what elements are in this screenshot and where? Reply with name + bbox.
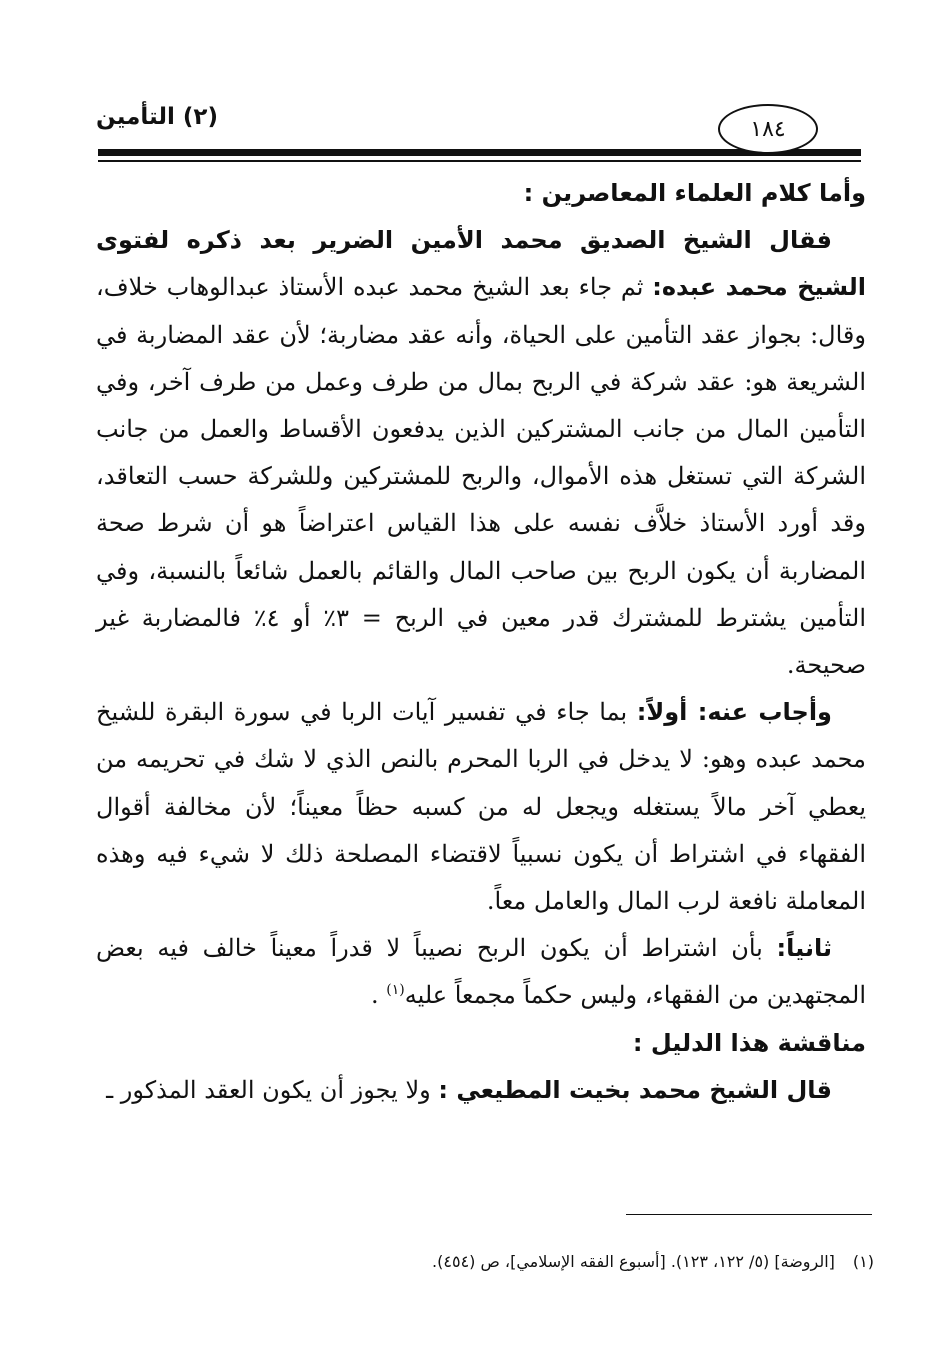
footnote-reference[interactable]: (١) <box>386 982 405 999</box>
section-heading-contemporary-scholars <box>96 170 866 217</box>
footnote-number: (١) <box>852 1252 874 1271</box>
heading-text: وأما كلام العلماء المعاصرين : <box>523 179 866 207</box>
paragraph-lead: ثانياً: <box>776 934 832 963</box>
paragraph-end: . <box>370 981 387 1010</box>
paragraph-text: بما جاء في تفسير آيات الربا في سورة البقرة للشيخ محمد عبده وهو: لا يدخل في الربا المحرم بالنص الذي لا شك في تحريمه من يعطي آخر مالاً يستغله ويجعل له من كسبه حظاً معيناً؛ لأن مخالفة أقوال الفقهاء في اشتراط أن يكون نسبياً لاقتضاء المصلحة ذلك لا شيء فيه وهذه المعاملة نافعة لرب المال والعامل معاً. <box>96 698 866 916</box>
footnote-1 <box>300 1252 874 1271</box>
paragraph-lead: فقال الشيخ الصديق محمد الأمين الضرير بعد ذكره لفتوى الشيخ محمد عبده: <box>96 226 866 302</box>
footnote-separator <box>626 1214 872 1215</box>
paragraph-first-answer <box>96 689 866 925</box>
body-text <box>96 170 866 1114</box>
header-rule-thin <box>98 160 861 162</box>
page-number: ١٨٤ <box>718 104 818 154</box>
heading-text: مناقشة هذا الدليل : <box>632 1028 866 1057</box>
paragraph-text: ولا يجوز أن يكون العقد المذكور ـ <box>106 1075 431 1104</box>
paragraph-lead: قال الشيخ محمد بخيت المطيعي : <box>438 1075 832 1104</box>
paragraph-text: ثم جاء بعد الشيخ محمد عبده الأستاذ عبدالوهاب خلاف، وقال: بجواز عقد التأمين على الحياة، وأنه عقد مضاربة؛ لأن عقد المضاربة في الشريعة هو: عقد شركة في الربح بمال من طرف وعمل من طرف آخر، وفي التأمين المال من جانب المشتركين الذين يدفعون الأقساط والعمل من جانب الشركة التي تستغل هذه الأموال، والربح للمشتركين وللشركة حسب التعاقد، وقد أورد الأستاذ خلاَّف نفسه على هذا القياس اعتراضاً هو أن شرط صحة المضاربة أن يكون الربح بين صاحب المال والقائم بالعمل شائعاً بالنسبة، وفي التأمين يشترط للمشترك قدر معين في الربح = ٣٪ أو ٤٪ فالمضاربة غير صحيحة. <box>96 273 866 680</box>
section-heading-discussion <box>96 1020 866 1067</box>
paragraph-lead: وأجاب عنه: أولاً: <box>636 698 832 727</box>
paragraph-text: بأن اشتراط أن يكون الربح نصيباً لا قدراً معيناً خالف فيه بعض المجتهدين من الفقهاء، وليس حكماً مجمعاً عليه <box>96 934 866 1010</box>
footnote-text: [الروضة] (٥/ ١٢٢، ١٢٣). [أسبوع الفقه الإسلامي]، ص (٤٥٤). <box>432 1252 835 1271</box>
paragraph-second-answer <box>96 925 866 1019</box>
paragraph-al-mutiee-quote <box>96 1067 866 1114</box>
running-title: (٢) التأمين <box>96 104 218 130</box>
paragraph-al-darir-quote <box>96 217 866 689</box>
